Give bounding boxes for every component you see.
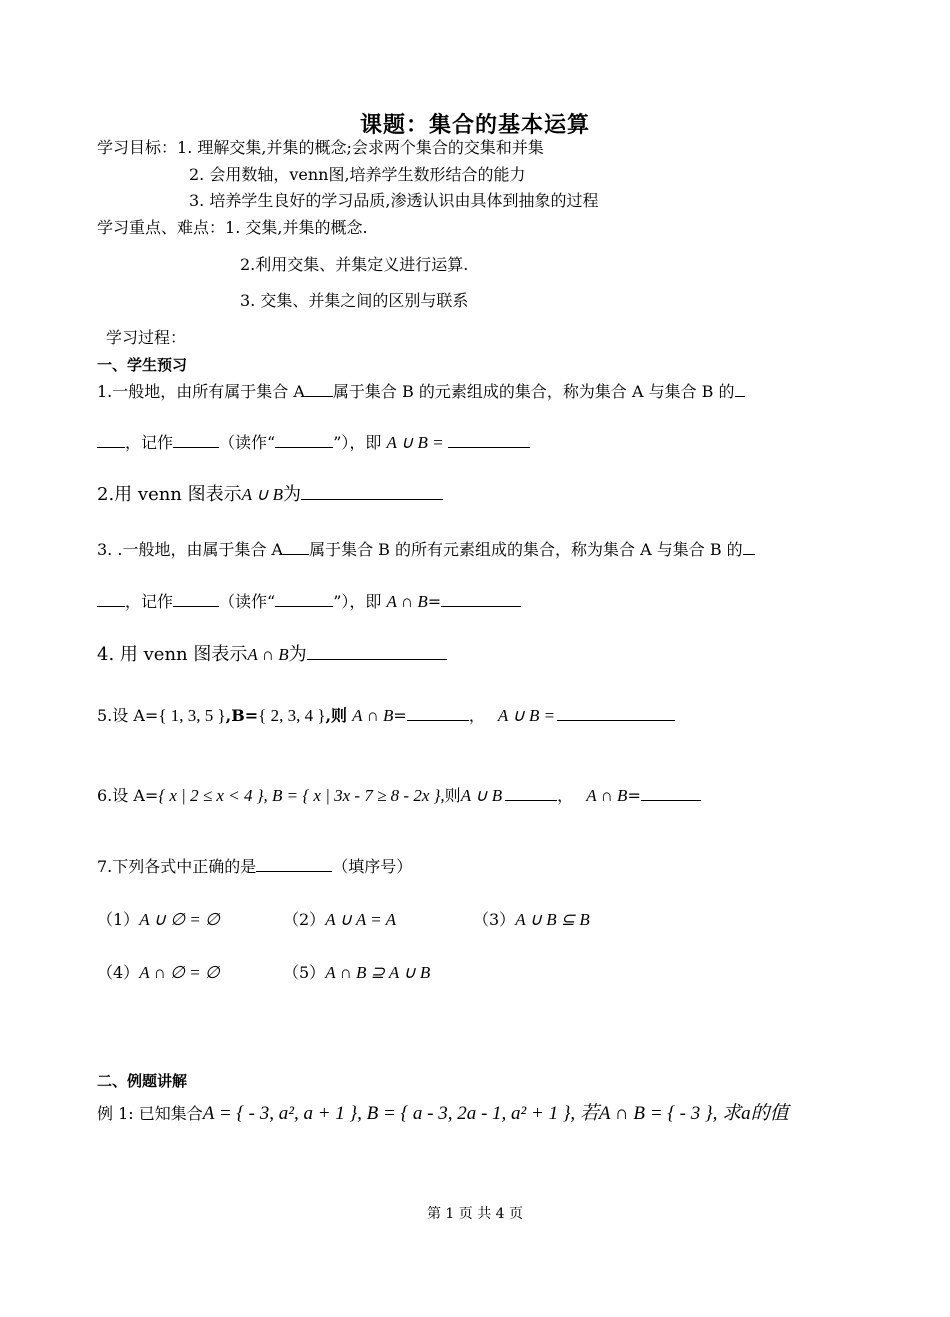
- answer-blank[interactable]: [407, 711, 469, 721]
- q1-text-a: 1.一般地，由所有属于集合 A: [97, 382, 305, 401]
- process-label: 学习过程：: [106, 328, 187, 347]
- page-title: 课题：集合的基本运算: [359, 113, 590, 138]
- option-math: A ∩ ∅ = ∅: [139, 963, 220, 982]
- q5-math-1: A ∩ B: [352, 706, 394, 725]
- answer-blank[interactable]: [307, 645, 447, 660]
- answer-blank[interactable]: [173, 433, 219, 448]
- q5-math-2: A ∪ B =: [497, 706, 556, 725]
- goal-1: 1. 理解交集,并集的概念;会求两个集合的交集和并集: [177, 138, 544, 157]
- q7-option-2: [283, 910, 396, 930]
- answer-blank[interactable]: [557, 711, 675, 721]
- q1-math: A ∪ B =: [386, 433, 444, 452]
- answer-blank[interactable]: [283, 540, 309, 555]
- q2-text-b: 为: [283, 484, 302, 505]
- q5-comma: ，: [468, 706, 485, 725]
- focus-label: 学习重点、难点：: [97, 218, 226, 237]
- goals-label: 学习目标：: [97, 138, 178, 157]
- q1-text-b: 属于集合 B 的元素组成的集合，称为集合 A 与集合 B 的: [332, 382, 735, 401]
- q1-text-d: （读作“: [219, 433, 276, 452]
- q3-eq: =: [427, 592, 442, 611]
- q6-eq: =: [627, 786, 641, 805]
- q4-text-a: 4. 用 venn 图表示: [97, 644, 248, 665]
- answer-blank[interactable]: [305, 382, 333, 397]
- question-1-line-1: [97, 382, 745, 402]
- focus-1: 1. 交集,并集的概念.: [225, 218, 368, 237]
- answer-blank[interactable]: [641, 791, 701, 801]
- q6-math-2: A ∩ B: [586, 786, 628, 805]
- page-footer: 第 1 页 共 4 页: [426, 1206, 524, 1222]
- q7-option-4: [97, 963, 220, 983]
- answer-blank[interactable]: [256, 857, 332, 872]
- q5-text-c: ,则: [325, 706, 348, 725]
- answer-blank[interactable]: [97, 592, 125, 607]
- answer-blank[interactable]: [275, 592, 333, 607]
- q7-option-1: [97, 910, 220, 930]
- q3-text-e: ”），即: [333, 592, 382, 611]
- answer-blank[interactable]: [301, 485, 443, 500]
- q6-math-1: A ∪ B: [460, 786, 503, 805]
- answer-blank[interactable]: [275, 433, 333, 448]
- example-1-label: 例 1: 已知集合: [97, 1104, 203, 1123]
- q5-eq: =: [393, 706, 407, 725]
- q1-text-c: ，记作: [125, 433, 174, 452]
- question-6: [97, 786, 701, 806]
- q2-text-a: 2.用 venn 图表示: [97, 484, 242, 505]
- goals-line-1: [97, 138, 544, 158]
- q3-text-c: ，记作: [125, 592, 174, 611]
- section-heading-1: 一、学生预习: [97, 356, 188, 374]
- option-number: （3）: [473, 910, 516, 929]
- q4-text-b: 为: [288, 644, 307, 665]
- answer-blank[interactable]: [441, 592, 521, 607]
- q3-text-a: 3. .一般地，由属于集合 A: [97, 540, 284, 559]
- focus-2: 2.利用交集、并集定义进行运算.: [240, 255, 469, 274]
- focus-line-1: [97, 218, 368, 238]
- q6-comma: ，: [557, 786, 574, 805]
- answer-blank[interactable]: [173, 592, 219, 607]
- q3-text-b: 属于集合 B 的所有元素组成的集合，称为集合 A 与集合 B 的: [309, 540, 743, 559]
- option-math: A ∩ B ⊇ A ∪ B: [325, 963, 431, 982]
- option-math: A ∪ A = A: [325, 910, 397, 929]
- q5-text-b: ,B=: [225, 706, 259, 725]
- q6-set-b: , B = { x | 3x - 7 ≥ 8 - 2x },: [263, 786, 445, 805]
- option-number: （1）: [97, 910, 140, 929]
- q6-set-a: { x | 2 ≤ x < 4 }: [158, 786, 264, 805]
- q1-text-e: ”），即: [333, 433, 382, 452]
- option-number: （2）: [283, 910, 326, 929]
- q7-option-3: [473, 910, 590, 930]
- q3-math: A ∩ B: [386, 592, 428, 611]
- question-7: [97, 857, 412, 877]
- question-2: [97, 485, 443, 505]
- q3-text-d: （读作“: [219, 592, 276, 611]
- q6-text-a: 6.设 A=: [97, 786, 159, 805]
- option-math: A ∪ B ⊆ B: [515, 910, 590, 929]
- example-1-condition: , 若A ∩ B = { - 3 }: [570, 1103, 713, 1124]
- question-3-line-2: [97, 592, 521, 612]
- section-heading-2: 二、例题讲解: [97, 1072, 188, 1090]
- example-1: [97, 1104, 789, 1124]
- answer-blank[interactable]: [505, 791, 557, 801]
- option-number: （4）: [97, 963, 140, 982]
- q2-math: A ∪ B: [241, 485, 284, 504]
- answer-blank[interactable]: [735, 382, 745, 397]
- focus-3: 3. 交集、并集之间的区别与联系: [240, 291, 469, 310]
- q5-text-a: 5.设 A=: [97, 706, 159, 725]
- q5-set-a: { 1, 3, 5 }: [158, 706, 226, 725]
- answer-blank[interactable]: [743, 540, 755, 555]
- goal-2: 2. 会用数轴，venn图,培养学生数形结合的能力: [189, 165, 526, 184]
- option-math: A ∪ ∅ = ∅: [139, 910, 220, 929]
- q7-text-b: （填序号）: [332, 857, 413, 876]
- answer-blank[interactable]: [448, 433, 530, 448]
- example-1-question: , 求a的值: [712, 1103, 789, 1124]
- question-5: [97, 706, 675, 726]
- q6-text-c: 则: [444, 786, 461, 805]
- question-4: [97, 645, 447, 665]
- question-1-line-2: [97, 433, 530, 453]
- question-3-line-1: [97, 540, 755, 560]
- option-number: （5）: [283, 963, 326, 982]
- goal-3: 3. 培养学生良好的学习品质,渗透认识由具体到抽象的过程: [189, 191, 599, 210]
- q5-set-b: { 2, 3, 4 }: [258, 706, 326, 725]
- q7-option-5: [283, 963, 430, 983]
- q4-math: A ∩ B: [247, 645, 289, 664]
- example-1-set-a: A = { - 3, a², a + 1 }: [202, 1103, 358, 1124]
- example-1-set-b: , B = { a - 3, 2a - 1, a² + 1 }: [357, 1103, 571, 1124]
- answer-blank[interactable]: [97, 433, 125, 448]
- q7-text-a: 7.下列各式中正确的是: [97, 857, 257, 876]
